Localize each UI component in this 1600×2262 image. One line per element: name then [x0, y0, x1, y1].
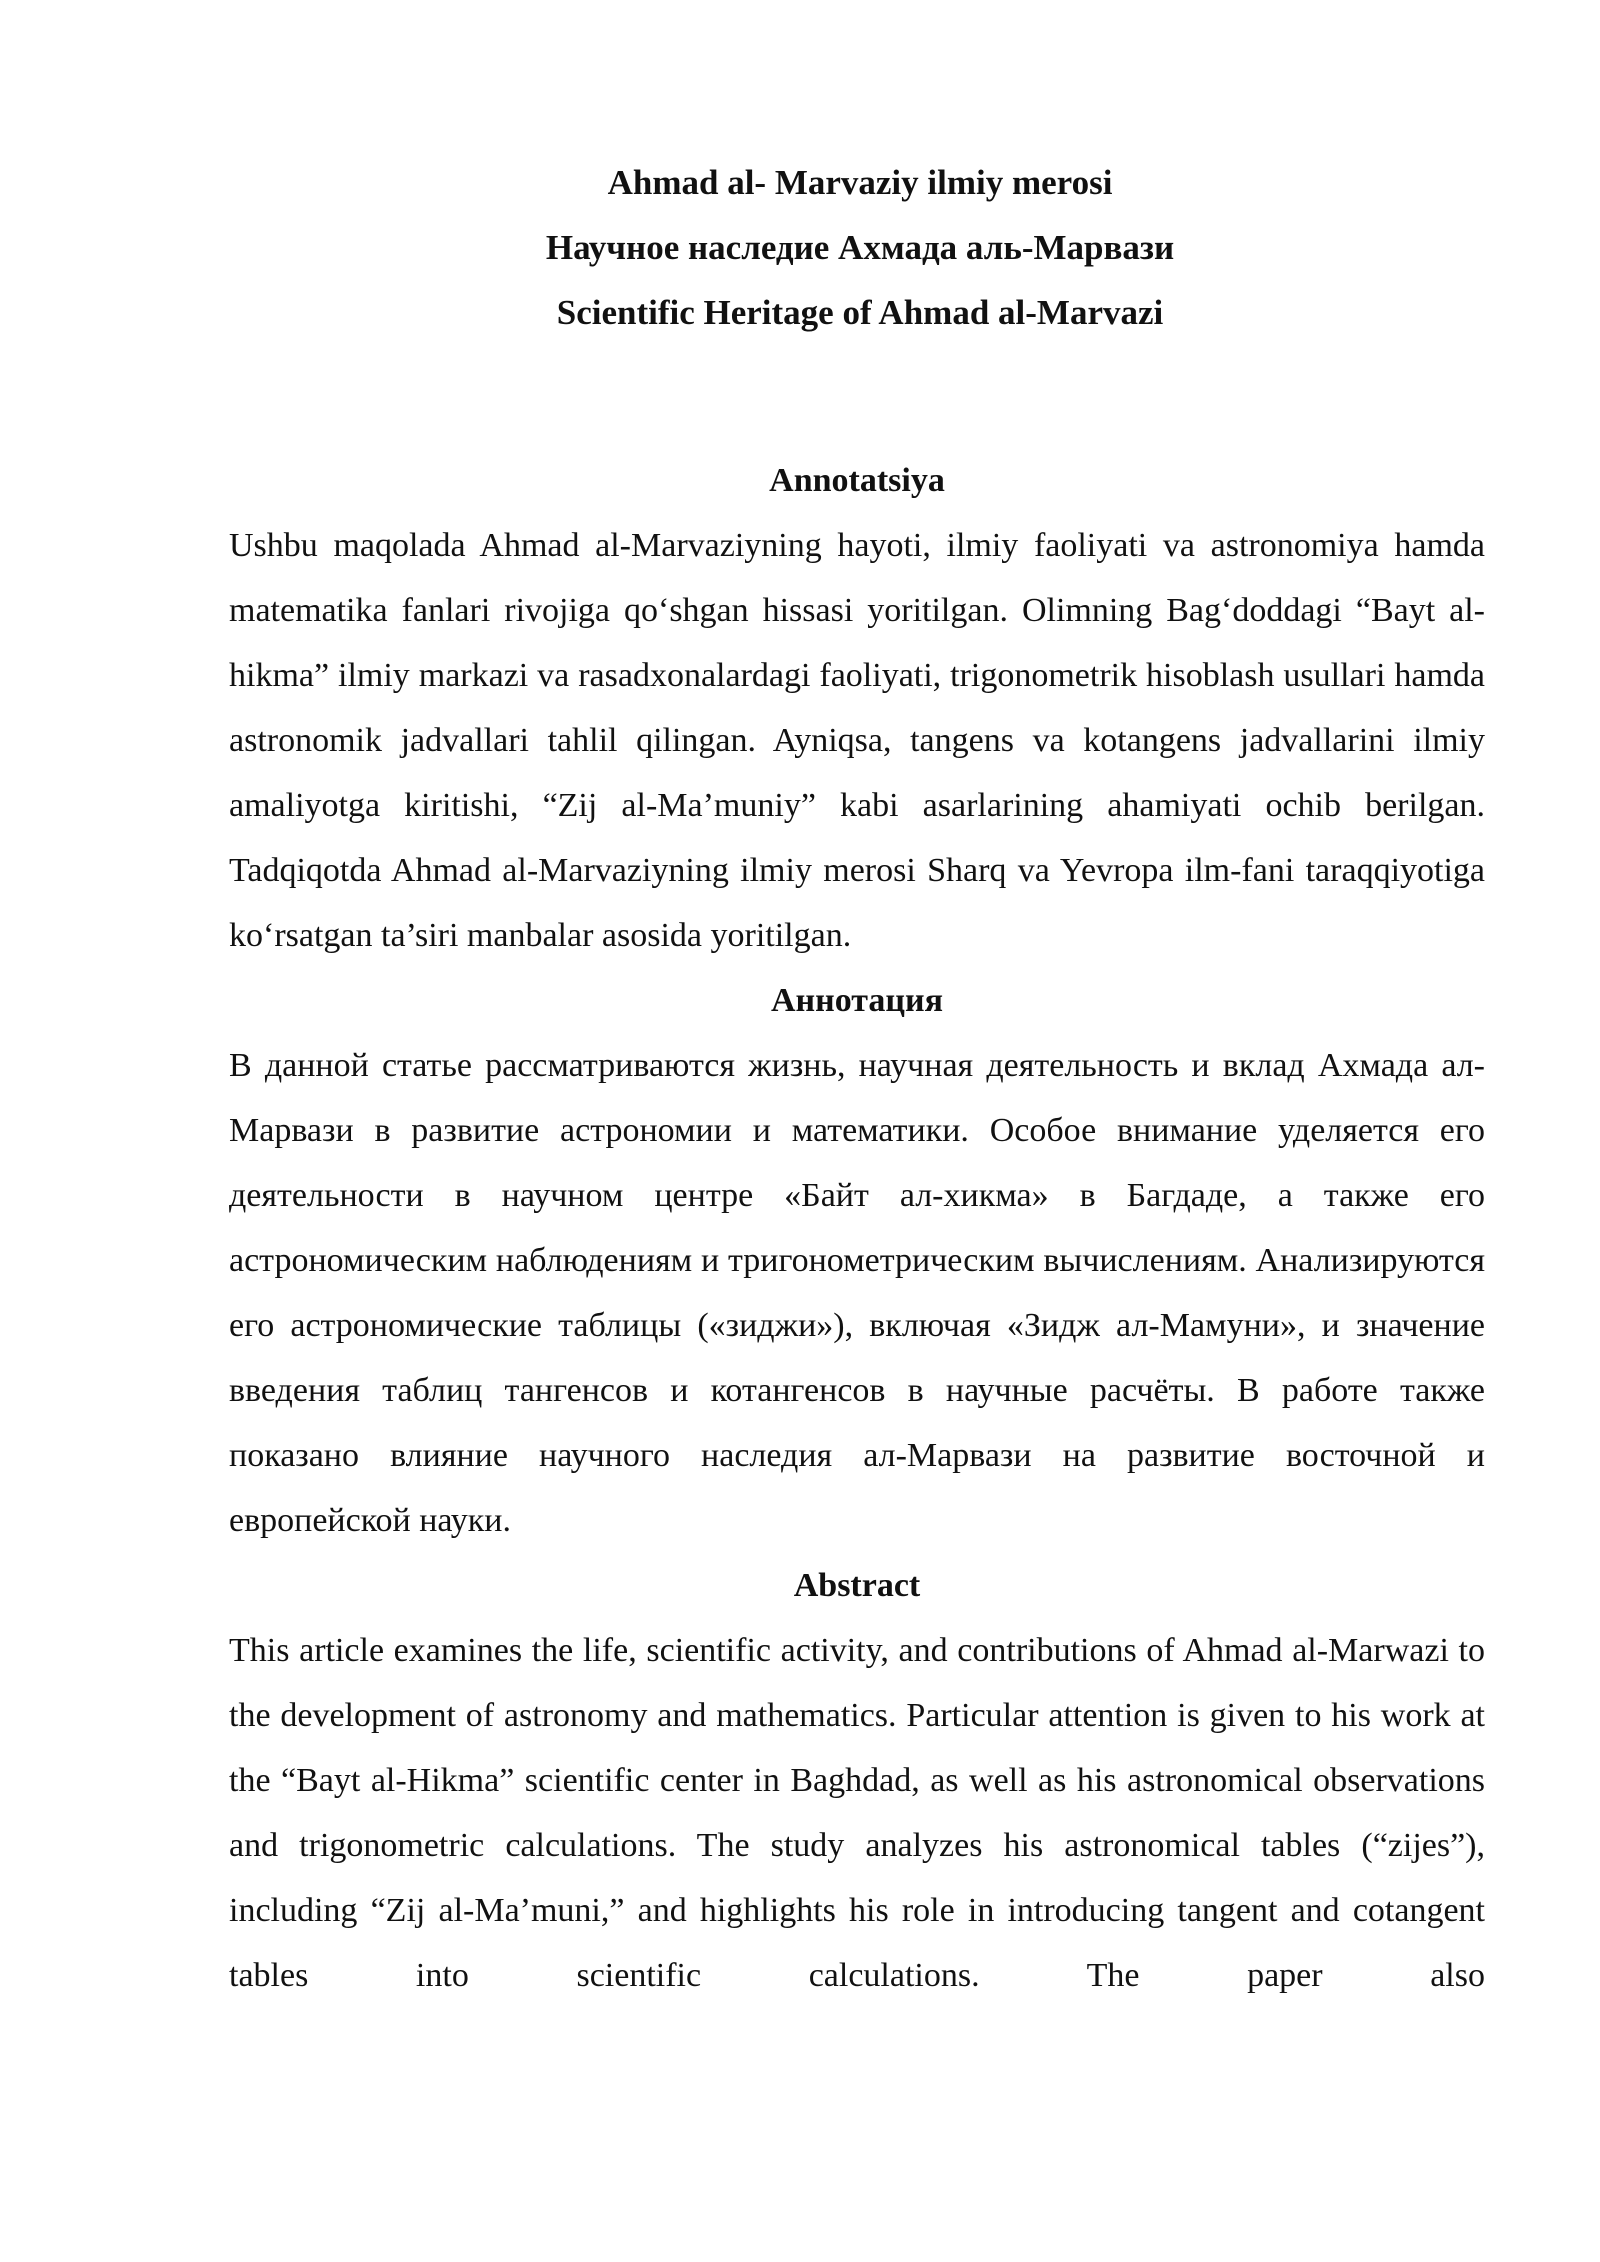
title-russian: Научное наследие Ахмада аль-Марвази: [545, 228, 1175, 267]
title-uzbek: Ahmad al- Marvaziy ilmiy merosi: [607, 163, 1113, 202]
title-block: [0, 150, 1600, 345]
abstract-russian: [229, 968, 1485, 1553]
abstract-english-text: This article examines the life, scientific activity, and contributions of Ahmad al-Marwazi to the development of astronomy and mathematics. Particular attention is given to his work at the “Bayt al-Hikma” scientific center in Baghdad, as well as his astronomical observations and trigonometric calculations. The study analyzes his astronomical tables (“zijes”), including “Zij al-Ma’muni,” and highlights his role in introducing tangent and cotangent tables into scientific calculations. The paper also: [229, 1632, 1485, 1994]
title-english: Scientific Heritage of Ahmad al-Marvazi: [556, 293, 1164, 332]
abstracts: [229, 448, 1485, 2008]
abstract-uzbek: [229, 448, 1485, 968]
abstract-uzbek-text: Ushbu maqolada Ahmad al-Marvaziyning hayoti, ilmiy faoliyati va astronomiya hamda matematika fanlari rivojiga qo‘shgan hissasi yoritilgan. Olimning Bag‘doddagi “Bayt al-hikma” ilmiy markazi va rasadxonalardagi faoliyati, trigonometrik hisoblash usullari hamda astronomik jadvallari tahlil qilingan. Ayniqsa, tangens va kotangens jadvallarini ilmiy amaliyotga kiritishi, “Zij al-Ma’muniy” kabi asarlarining ahamiyati ochib berilgan. Tadqiqotda Ahmad al-Marvaziyning ilmiy merosi Sharq va Yevropa ilm-fani taraqqiyotiga ko‘rsatgan ta’siri manbalar asosida yoritilgan.: [229, 527, 1485, 954]
heading-annotatsiya: Annotatsiya: [769, 462, 945, 499]
heading-abstract: Abstract: [793, 1567, 921, 1604]
heading-annotatsiya-ru: Аннотация: [771, 982, 943, 1019]
abstract-russian-text: В данной статье рассматриваются жизнь, научная деятельность и вклад Ахмада ал-Марвази в развитие астрономии и математики. Особое внимание уделяется его деятельности в научном центре «Байт ал-хикма» в Багдаде, а также его астрономическим наблюдениям и тригонометрическим вычислениям. Анализируются его астрономические таблицы («зиджи»), включая «Зидж ал-Мамуни», и значение введения таблиц тангенсов и котангенсов в научные расчёты. В работе также показано влияние научного наследия ал-Марвази на развитие восточной и европейской науки.: [229, 1047, 1485, 1539]
abstract-english: [229, 1553, 1485, 2008]
